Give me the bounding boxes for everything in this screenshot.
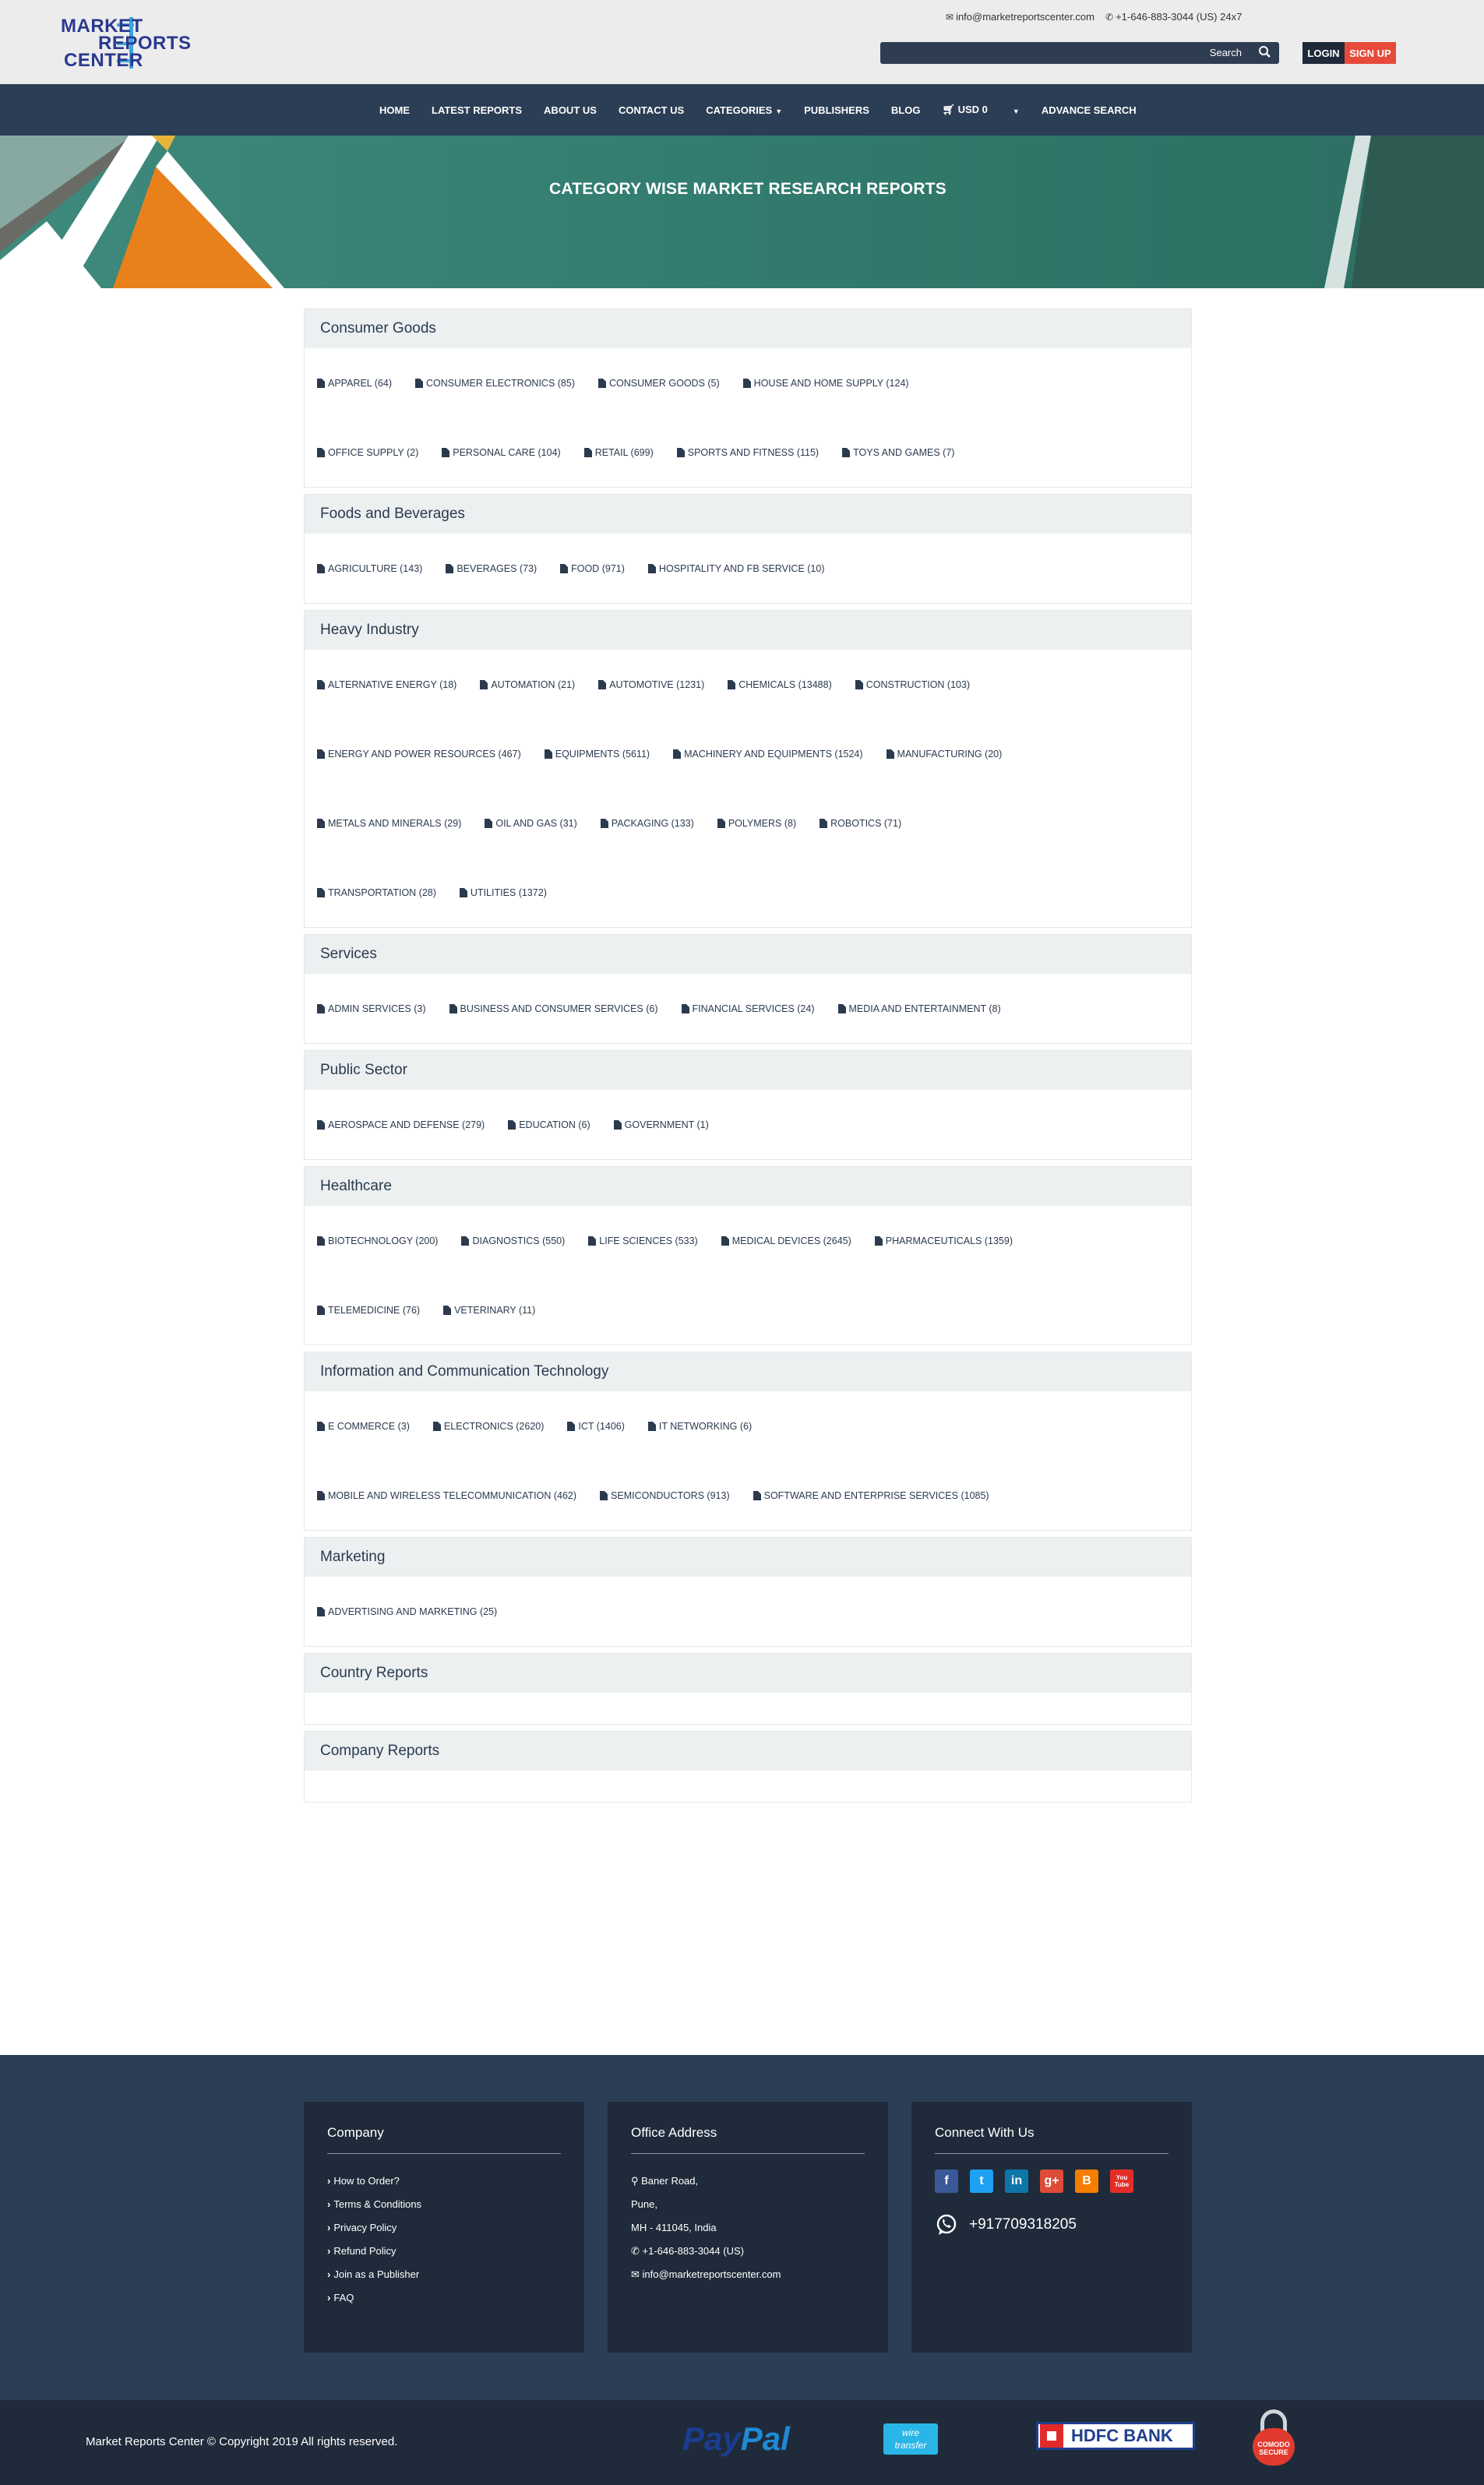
footer-office [608, 2102, 888, 2353]
file-icon [560, 564, 568, 573]
file-icon [842, 448, 850, 457]
category-panel [304, 1352, 1192, 1531]
subcategory-link[interactable] [648, 1421, 752, 1432]
search-icon[interactable] [1257, 44, 1273, 60]
subcategory-label: SPORTS AND FITNESS (115) [687, 446, 820, 458]
link-label: Refund Policy [333, 2245, 397, 2257]
file-icon [677, 448, 685, 457]
file-icon [588, 1236, 596, 1246]
subcategory-label: GOVERNMENT (1) [624, 1119, 709, 1130]
subcategory-link[interactable] [721, 1235, 851, 1246]
subcategory-label: CONSUMER GOODS (5) [608, 377, 720, 389]
subcategory-link[interactable] [461, 1235, 565, 1246]
subcategory-link[interactable] [317, 1235, 438, 1246]
whatsapp-contact[interactable] [935, 2213, 1169, 2236]
comodo-text-2: SECURE [1259, 2448, 1288, 2456]
envelope-icon: ✉ [631, 2268, 643, 2280]
map-marker-icon: ⚲ [631, 2175, 642, 2187]
subcategory-label: BUSINESS AND CONSUMER SERVICES (6) [460, 1003, 658, 1014]
subcategory-label: SEMICONDUCTORS (913) [611, 1489, 730, 1501]
subcategory-label: EQUIPMENTS (5611) [555, 748, 650, 760]
file-icon [485, 819, 492, 828]
whatsapp-icon [935, 2213, 958, 2236]
logo-text-1: MARKET [61, 16, 143, 37]
category-panel [304, 308, 1192, 488]
subcategory-label: MEDIA AND ENTERTAINMENT (8) [848, 1003, 1001, 1014]
subcategory-label: PACKAGING (133) [611, 817, 694, 829]
subcategory-label: VETERINARY (11) [454, 1304, 536, 1316]
subcategory-link[interactable] [753, 1490, 989, 1501]
file-icon [728, 680, 735, 689]
category-row [317, 534, 1179, 603]
social-links [935, 2170, 1169, 2193]
file-icon [598, 379, 606, 388]
file-icon [855, 680, 863, 689]
subcategory-label: ROBOTICS (71) [830, 817, 902, 829]
search-box [880, 42, 1279, 64]
subcategory-label: CHEMICALS (13488) [738, 679, 832, 690]
file-icon [461, 1236, 469, 1246]
phone-icon: ✆ [1105, 12, 1114, 23]
footer-link-refund[interactable] [327, 2240, 561, 2263]
phone-text: +1-646-883-3044 (US) 24x7 [1116, 11, 1243, 23]
subcategory-label: MEDICAL DEVICES (2645) [731, 1235, 851, 1246]
wire-transfer-logo [883, 2423, 938, 2455]
subcategory-label: ADMIN SERVICES (3) [328, 1003, 426, 1014]
category-panel-body [305, 1206, 1191, 1345]
file-icon [317, 379, 325, 388]
footer-link-privacy[interactable] [327, 2216, 561, 2240]
youtube-icon[interactable]: You Tube [1110, 2170, 1133, 2193]
category-row [317, 974, 1179, 1043]
category-row [317, 348, 1179, 418]
subcategory-link[interactable] [317, 1490, 576, 1501]
file-icon [317, 1491, 325, 1500]
file-icon [887, 749, 894, 759]
hdfc-bank-logo [1036, 2422, 1195, 2450]
file-icon [673, 749, 681, 759]
category-row [317, 858, 1179, 927]
file-icon [433, 1422, 441, 1431]
file-icon [545, 749, 552, 759]
file-icon [682, 1004, 689, 1013]
file-icon [449, 1004, 457, 1013]
nav-home[interactable]: HOME [379, 104, 410, 116]
search-input[interactable] [887, 45, 1198, 61]
category-panel-title: Public Sector [305, 1051, 1191, 1090]
subcategory-label: POLYMERS (8) [728, 817, 797, 829]
file-icon [601, 819, 608, 828]
subcategory-link[interactable] [614, 1119, 709, 1130]
footer-connect [911, 2102, 1192, 2353]
category-panel-title: Consumer Goods [305, 309, 1191, 348]
subcategory-label: MOBILE AND WIRELESS TELECOMMUNICATION (462) [328, 1489, 577, 1501]
caret-down-icon: ▼ [1012, 107, 1020, 115]
main-nav [0, 84, 1484, 136]
subcategory-label: SOFTWARE AND ENTERPRISE SERVICES (1085) [763, 1489, 989, 1501]
chevron-right-icon: › [327, 2198, 331, 2210]
phone-icon: ✆ [631, 2245, 643, 2257]
file-icon [317, 1004, 325, 1013]
page-banner [0, 136, 1484, 288]
subcategory-label: ICT (1406) [578, 1420, 625, 1432]
top-header [0, 0, 1484, 84]
subcategory-link[interactable] [673, 749, 862, 760]
paypal-text-1: Pay [682, 2420, 741, 2457]
subcategory-link[interactable] [317, 887, 436, 898]
subcategory-label: TELEMEDICINE (76) [328, 1304, 421, 1316]
category-panel-body [305, 1090, 1191, 1159]
cart-icon: 🛒︎ [942, 104, 958, 115]
search-label: Search [1209, 47, 1242, 58]
subcategory-link[interactable] [480, 679, 575, 690]
subcategory-link[interactable] [560, 563, 625, 574]
subcategory-link[interactable] [449, 1003, 658, 1014]
hdfc-text: HDFC BANK [1071, 2426, 1173, 2445]
nav-about-us[interactable]: ABOUT US [544, 104, 597, 116]
footer-connect-title: Connect With Us [935, 2125, 1169, 2154]
subcategory-link[interactable] [442, 447, 560, 458]
email-text: info@marketreportscenter.com [956, 11, 1094, 23]
subcategory-label: MACHINERY AND EQUIPMENTS (1524) [684, 748, 863, 760]
subcategory-link[interactable] [842, 447, 954, 458]
subcategory-link[interactable] [460, 887, 547, 898]
category-panel-body [305, 1771, 1191, 1802]
file-icon [600, 1491, 608, 1500]
file-icon [442, 448, 449, 457]
banner-title: CATEGORY WISE MARKET RESEARCH REPORTS [549, 180, 946, 198]
nav-blog[interactable]: BLOG [890, 104, 921, 116]
subcategory-label: ELECTRONICS (2620) [443, 1420, 545, 1432]
category-panel-title: Healthcare [305, 1167, 1191, 1206]
link-label: FAQ [333, 2292, 354, 2303]
file-icon [743, 379, 751, 388]
subcategory-link[interactable] [855, 679, 970, 690]
category-panel-title: Marketing [305, 1538, 1191, 1577]
subcategory-link[interactable] [317, 447, 418, 458]
subcategory-label: CONSTRUCTION (103) [865, 679, 971, 690]
phone-contact[interactable] [1105, 11, 1242, 23]
file-icon [317, 888, 325, 897]
category-row [317, 1275, 1179, 1345]
file-icon [721, 1236, 729, 1246]
file-icon [820, 819, 827, 828]
subcategory-link[interactable] [600, 1490, 730, 1501]
copyright-text: Market Reports Center © Copyright 2019 All rights reserved. [86, 2435, 398, 2448]
office-address-line: MH - 411045, India [631, 2222, 717, 2233]
wire-text-2: transfer [894, 2440, 927, 2451]
category-panel-body [305, 974, 1191, 1043]
category-row [317, 418, 1179, 487]
twitter-icon[interactable]: t [970, 2170, 993, 2193]
login-button[interactable]: LOGIN [1302, 42, 1345, 64]
footer [0, 2055, 1484, 2400]
footer-company-title: Company [327, 2125, 561, 2154]
category-panel [304, 1731, 1192, 1803]
cart-label: USD 0 [957, 104, 988, 115]
subcategory-label: PERSONAL CARE (104) [453, 446, 561, 458]
file-icon [838, 1004, 846, 1013]
file-icon [717, 819, 725, 828]
subcategory-link[interactable] [317, 679, 456, 690]
office-phone[interactable] [631, 2240, 865, 2263]
subcategory-label: AEROSPACE AND DEFENSE (279) [328, 1119, 485, 1130]
subcategory-link[interactable] [584, 447, 654, 458]
phone-text: +1-646-883-3044 (US) [642, 2245, 744, 2257]
subcategory-label: E COMMERCE (3) [328, 1420, 410, 1432]
nav-publishers[interactable]: PUBLISHERS [804, 104, 869, 116]
file-icon [317, 749, 325, 759]
subcategory-link[interactable] [677, 447, 819, 458]
email-text: info@marketreportscenter.com [642, 2268, 781, 2280]
file-icon [317, 448, 325, 457]
category-panel-title: Heavy Industry [305, 611, 1191, 650]
subcategory-label: TOYS AND GAMES (7) [853, 446, 955, 458]
subcategory-link[interactable] [567, 1421, 625, 1432]
file-icon [480, 680, 488, 689]
comodo-secure-badge [1253, 2409, 1295, 2466]
subcategory-link[interactable] [433, 1421, 545, 1432]
subcategory-label: OIL AND GAS (31) [495, 817, 577, 829]
subcategory-link[interactable] [887, 749, 1003, 760]
subcategory-link[interactable] [317, 563, 422, 574]
subcategory-link[interactable] [443, 1305, 535, 1316]
file-icon [317, 1422, 325, 1431]
footer-office-title: Office Address [631, 2125, 865, 2154]
category-row [317, 650, 1179, 719]
paypal-text-2: Pal [740, 2420, 790, 2457]
category-panel-title: Foods and Beverages [305, 495, 1191, 534]
comodo-text-1: COMODO [1257, 2441, 1290, 2448]
category-list [304, 308, 1192, 1809]
category-panel [304, 1166, 1192, 1345]
category-row [317, 1577, 1179, 1646]
subcategory-label: ALTERNATIVE ENERGY (18) [328, 679, 457, 690]
footer-link-publisher[interactable] [327, 2263, 561, 2286]
nav-categories-label: CATEGORIES [706, 104, 773, 116]
paypal-logo [682, 2420, 790, 2458]
office-email[interactable] [631, 2263, 865, 2286]
link-label: Terms & Conditions [333, 2198, 422, 2210]
subcategory-label: IT NETWORKING (6) [658, 1420, 753, 1432]
subcategory-label: AGRICULTURE (143) [328, 562, 423, 574]
file-icon [446, 564, 453, 573]
subcategory-label: AUTOMATION (21) [491, 679, 576, 690]
subcategory-link[interactable] [601, 818, 694, 829]
nav-contact-us[interactable]: CONTACT US [618, 104, 685, 116]
subcategory-label: HOUSE AND HOME SUPPLY (124) [753, 377, 909, 389]
footer-link-how-to-order[interactable] [327, 2170, 561, 2193]
logo-text-3: CENTER [64, 50, 143, 71]
blogger-icon[interactable]: B [1075, 2170, 1098, 2193]
chevron-right-icon: › [327, 2292, 331, 2303]
category-panel-title: Information and Communication Technology [305, 1352, 1191, 1391]
file-icon [584, 448, 592, 457]
subcategory-link[interactable] [317, 1421, 410, 1432]
subcategory-label: UTILITIES (1372) [470, 886, 547, 898]
category-panel-title: Country Reports [305, 1654, 1191, 1693]
office-address-line [631, 2170, 865, 2193]
file-icon [443, 1306, 451, 1315]
subcategory-label: PHARMACEUTICALS (1359) [885, 1235, 1013, 1246]
logo-text-2: REPORTS [98, 33, 192, 54]
subcategory-label: HOSPITALITY AND FB SERVICE (10) [658, 562, 825, 574]
envelope-icon: ✉ [946, 12, 954, 23]
category-panel [304, 1537, 1192, 1647]
subcategory-link[interactable] [838, 1003, 1001, 1014]
subcategory-link[interactable] [875, 1235, 1013, 1246]
file-icon [317, 1120, 325, 1130]
subcategory-label: CONSUMER ELECTRONICS (85) [425, 377, 575, 389]
google-plus-icon[interactable]: g+ [1040, 2170, 1063, 2193]
file-icon [317, 1607, 325, 1616]
subcategory-link[interactable] [545, 749, 650, 760]
category-panel-body [305, 348, 1191, 487]
subcategory-link[interactable] [415, 378, 575, 389]
office-address-line: Pune, [631, 2198, 657, 2210]
subcategory-label: MANUFACTURING (20) [897, 748, 1003, 760]
subcategory-link[interactable] [317, 1003, 426, 1014]
site-logo[interactable] [61, 16, 193, 70]
subcategory-link[interactable] [446, 563, 537, 574]
category-panel [304, 494, 1192, 604]
subcategory-label: APPAREL (64) [328, 377, 392, 389]
file-icon [508, 1120, 516, 1130]
subcategory-label: LIFE SCIENCES (533) [599, 1235, 698, 1246]
category-panel [304, 934, 1192, 1044]
category-panel-title: Services [305, 935, 1191, 974]
subcategory-link[interactable] [648, 563, 825, 574]
nav-currency-dropdown[interactable] [1010, 104, 1020, 116]
chevron-right-icon: › [327, 2245, 331, 2257]
subcategory-link[interactable] [508, 1119, 590, 1130]
category-panel [304, 610, 1192, 928]
file-icon [317, 1306, 325, 1315]
subcategory-label: FOOD (971) [571, 562, 625, 574]
subcategory-label: ADVERTISING AND MARKETING (25) [328, 1606, 498, 1617]
subcategory-link[interactable] [317, 1305, 420, 1316]
category-row [317, 788, 1179, 858]
file-icon [317, 680, 325, 689]
subcategory-link[interactable] [317, 749, 521, 760]
category-panel-body [305, 650, 1191, 927]
subcategory-label: TRANSPORTATION (28) [328, 886, 436, 898]
file-icon [648, 564, 656, 573]
category-panel-body [305, 534, 1191, 603]
link-label: Privacy Policy [333, 2222, 397, 2233]
category-row [317, 1090, 1179, 1159]
footer-link-terms[interactable] [327, 2193, 561, 2216]
subcategory-link[interactable] [485, 818, 576, 829]
file-icon [614, 1120, 622, 1130]
whatsapp-number: +917709318205 [969, 2216, 1077, 2233]
category-panel-body [305, 1391, 1191, 1530]
file-icon [415, 379, 423, 388]
subcategory-label: ENERGY AND POWER RESOURCES (467) [328, 748, 521, 760]
link-label: Join as a Publisher [333, 2268, 420, 2280]
subcategory-link[interactable] [598, 679, 704, 690]
file-icon [567, 1422, 575, 1431]
nav-advance-search[interactable]: ADVANCE SEARCH [1041, 104, 1137, 116]
category-panel-title: Company Reports [305, 1732, 1191, 1771]
contact-info [946, 11, 1242, 23]
subcategory-label: EDUCATION (6) [519, 1119, 590, 1130]
subcategory-link[interactable] [820, 818, 901, 829]
subcategory-link[interactable] [588, 1235, 697, 1246]
nav-categories[interactable] [706, 104, 782, 116]
file-icon [598, 680, 606, 689]
banner-graphic [0, 136, 1484, 288]
subcategory-label: OFFICE SUPPLY (2) [328, 446, 419, 458]
linkedin-icon[interactable]: in [1005, 2170, 1028, 2193]
file-icon [460, 888, 467, 897]
subcategory-label: BEVERAGES (73) [456, 562, 538, 574]
category-row [317, 1391, 1179, 1461]
chevron-right-icon: › [327, 2268, 331, 2280]
subcategory-label: DIAGNOSTICS (550) [472, 1235, 566, 1246]
subcategory-link[interactable] [317, 818, 461, 829]
subcategory-label: AUTOMOTIVE (1231) [609, 679, 705, 690]
category-panel [304, 1050, 1192, 1160]
subcategory-label: BIOTECHNOLOGY (200) [328, 1235, 439, 1246]
subcategory-label: METALS AND MINERALS (29) [328, 817, 462, 829]
file-icon [753, 1491, 761, 1500]
chevron-right-icon: › [327, 2175, 331, 2187]
caret-down-icon: ▼ [775, 107, 783, 115]
subcategory-link[interactable] [743, 378, 909, 389]
chevron-right-icon: › [327, 2222, 331, 2233]
email-contact[interactable] [946, 11, 1094, 23]
subcategory-label: FINANCIAL SERVICES (24) [692, 1003, 815, 1014]
footer-link-faq[interactable] [327, 2286, 561, 2310]
category-row [317, 1206, 1179, 1275]
file-icon [317, 819, 325, 828]
subcategory-link[interactable] [598, 378, 720, 389]
wire-text-1: wire [901, 2427, 919, 2438]
address-text: Baner Road, [641, 2175, 699, 2187]
signup-button[interactable]: SIGN UP [1345, 42, 1396, 64]
hdfc-mark-icon [1040, 2424, 1063, 2448]
nav-cart[interactable] [942, 104, 987, 116]
link-label: How to Order? [333, 2175, 400, 2187]
subcategory-label: RETAIL (699) [594, 446, 654, 458]
category-row [317, 719, 1179, 788]
file-icon [317, 1236, 325, 1246]
category-panel-body [305, 1693, 1191, 1724]
file-icon [875, 1236, 883, 1246]
subcategory-link[interactable] [682, 1003, 815, 1014]
subcategory-link[interactable] [728, 679, 832, 690]
category-row [317, 1461, 1179, 1530]
file-icon [317, 564, 325, 573]
comodo-badge-body [1253, 2428, 1295, 2466]
subcategory-link[interactable] [317, 378, 392, 389]
category-panel-body [305, 1577, 1191, 1646]
facebook-icon[interactable]: f [935, 2170, 958, 2193]
nav-latest-reports[interactable]: LATEST REPORTS [432, 104, 523, 116]
subcategory-link[interactable] [317, 1606, 497, 1617]
subcategory-link[interactable] [717, 818, 796, 829]
footer-company [304, 2102, 584, 2353]
file-icon [648, 1422, 656, 1431]
category-panel [304, 1653, 1192, 1725]
subcategory-link[interactable] [317, 1119, 485, 1130]
footer-bottom-bar [0, 2400, 1484, 2485]
